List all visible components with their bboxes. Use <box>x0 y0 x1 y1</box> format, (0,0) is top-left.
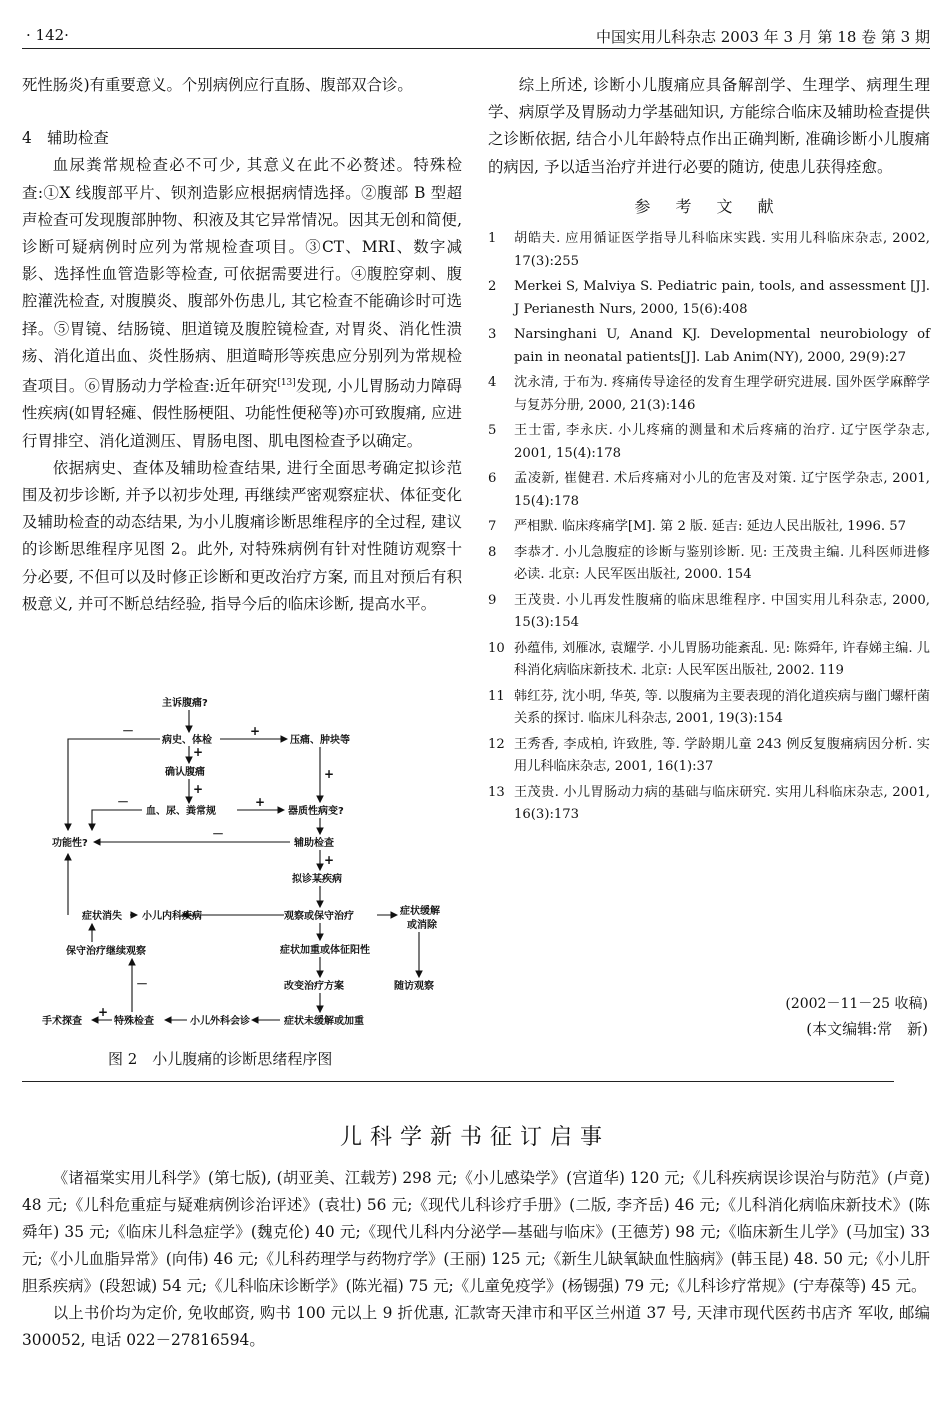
reference-item <box>488 420 930 465</box>
reference-item <box>488 734 930 779</box>
reference-list <box>488 228 930 827</box>
reference-item <box>488 516 930 539</box>
sign-minus: － <box>136 977 149 991</box>
node-special-exam: 特殊检查 <box>114 1016 154 1027</box>
reference-item <box>488 276 930 321</box>
reference-item <box>488 324 930 369</box>
reference-number: 4 <box>488 375 497 391</box>
references-title: 参 考 文 献 <box>634 196 784 216</box>
paragraph-diagnosis: 依据病史、查体及辅助检查结果, 进行全面思考确定拟诊范围及初步诊断, 并予以初步处理, 再继续严密观察症状、体征变化及辅助检查的动态结果, 为小儿腹痛诊断思维程序的全过程, 建议的诊断思维程序见图 2。此外, 对特殊病例有针对性随访观察十分必要, 不但可以及时修正诊断和更改治疗方案, 而且对预后有积极意义, 并可不断总结经验, 指导今后的临床诊断, 提高水平。 <box>22 458 462 613</box>
sign-plus: + <box>324 767 335 781</box>
node-surgery-consult: 小儿外科会诊 <box>190 1016 250 1027</box>
node-change-treatment: 改变治疗方案 <box>284 981 344 992</box>
reference-item <box>488 686 930 731</box>
node-chief-complaint: 主诉腹痛? <box>162 698 208 709</box>
reference-number: 10 <box>488 640 505 656</box>
sign-minus: － <box>212 827 225 841</box>
node-internal-disease: 小儿内科疾病 <box>142 911 202 922</box>
flowchart-svg <box>22 692 472 1032</box>
reference-text: 孙蕴伟, 刘雁冰, 袁耀学. 小儿胃肠功能紊乱. 见: 陈舜年, 许春娣主编. 儿科消化病临床新技术. 北京: 人民军医出版社, 2002. 119 <box>514 640 930 679</box>
journal-header: 中国实用儿科杂志 2003 年 3 月 第 18 卷 第 3 期 <box>595 28 930 46</box>
reference-number: 9 <box>488 592 497 608</box>
reference-text: 王茂贵. 小儿再发性腹痛的临床思维程序. 中国实用儿科杂志, 2000, 15(3):154 <box>514 592 930 631</box>
sign-plus: + <box>255 795 266 809</box>
node-observe: 观察或保守治疗 <box>284 911 354 922</box>
reference-text: 韩红芬, 沈小明, 华英, 等. 以腹痛为主要表现的消化道疾病与幽门螺杆菌关系的探讨. 临床儿科杂志, 2001, 19(3):154 <box>514 688 930 727</box>
citation: [13] <box>277 378 296 389</box>
flowchart-figure <box>22 692 472 1052</box>
node-relieved: 症状缓解 <box>400 906 440 917</box>
reference-number: 8 <box>488 544 497 560</box>
node-unrelieved: 症状未缓解或加重 <box>284 1016 364 1027</box>
paragraph-text-tail: 发现, 小儿胃肠动力障碍性疾病(如胃轻瘫、假性肠梗阻、功能性便秘等)亦可致腹痛, 应进行胃排空、消化道测压、胃肠电图、肌电图检查予以确定。 <box>22 377 462 450</box>
figure-caption: 图 2 小儿腹痛的诊断思绪程序图 <box>108 1050 333 1068</box>
node-relieved-2: 或消除 <box>407 920 437 931</box>
sign-minus: － <box>122 724 135 738</box>
reference-text: 沈永清, 于布为. 疼痛传导途径的发育生理学研究进展. 国外医学麻醉学与复苏分册, 2000, 21(3):146 <box>514 375 930 413</box>
editor-note: (本文编辑:常 新) <box>806 1020 928 1038</box>
sign-plus: + <box>98 1005 109 1019</box>
book-notice <box>22 1165 930 1354</box>
reference-item <box>488 372 930 417</box>
reference-item <box>488 638 930 683</box>
reference-text: Merkei S, Malviya S. Pediatric pain, tools, and assessment [J]. J Perianesth Nurs, 2000, 15(6):408 <box>514 279 930 317</box>
reference-text: 王秀香, 李成柏, 许致胜, 等. 学龄期儿童 243 例反复腹痛病因分析. 实用儿科临床杂志, 2001, 16(1):37 <box>514 736 930 775</box>
reference-number: 1 <box>488 231 497 247</box>
reference-item <box>488 542 930 587</box>
node-explore: 手术探查 <box>42 1016 82 1027</box>
reference-number: 7 <box>488 519 497 535</box>
node-symptom-vanish: 症状消失 <box>82 911 122 922</box>
notice-ordering-info: 以上书价均为定价, 免收邮资, 购书 100 元以上 9 折优惠, 汇款寄天津市和平区兰州道 37 号, 天津市现代医药书店齐 军收, 邮编 300052, 电话 022－27816594。 <box>22 1304 930 1349</box>
left-column <box>22 72 462 618</box>
reference-text: 王士雷, 李永庆. 小儿疼痛的测量和术后疼痛的治疗. 辽宁医学杂志, 2001, 15(4):178 <box>514 423 930 461</box>
section-heading-4: 4 辅助检查 <box>22 129 109 148</box>
reference-number: 3 <box>488 327 497 343</box>
paragraph-aux-exam <box>22 152 462 454</box>
reference-number: 11 <box>488 688 505 704</box>
reference-number: 12 <box>488 736 505 752</box>
reference-item <box>488 228 930 273</box>
reference-number: 13 <box>488 784 505 800</box>
node-organic-lesion: 器质性病变? <box>288 806 344 817</box>
node-functional: 功能性? <box>52 838 88 849</box>
reference-item <box>488 468 930 513</box>
received-date: (2002－11－25 收稿) <box>785 996 928 1012</box>
right-column <box>488 72 930 830</box>
reference-text: 胡皓夫. 应用循证医学指导儿科临床实践. 实用儿科临床杂志, 2002, 17(3):255 <box>514 231 930 269</box>
sign-minus: － <box>117 795 130 809</box>
paragraph-summary: 综上所述, 诊断小儿腹痛应具备解剖学、生理学、病理生理学、病原学及胃肠动力学基础知识, 方能综合临床及辅助检查提供之诊断依据, 结合小儿年龄特点作出正确判断, 准确诊断小儿腹痛的病因, 予以适当治疗并进行必要的随访, 使患儿获得痊愈。 <box>488 76 930 176</box>
header-rule <box>22 48 930 49</box>
reference-number: 2 <box>488 279 497 295</box>
node-aux-exam: 辅助检查 <box>294 838 334 849</box>
reference-text: 王茂贵. 小儿胃肠动力病的基础与临床研究. 实用儿科临床杂志, 2001, 16(3):173 <box>514 784 930 823</box>
node-tenderness: 压痛、肿块等 <box>290 735 350 746</box>
paragraph-text: 血尿粪常规检查必不可少, 其意义在此不必赘述。特殊检查:①X 线腹部平片、钡剂造影应根据病情选择。②腹部 B 型超声检查可发现腹部肿物、积液及其它异常情况。因其无创和简便, 诊断可疑病例时应列为常规检查项目。③CT、MRI、数字减影、选择性血管造影等检查, 可依据需要进行。④腹腔穿刺、腹腔灌洗检查, 对腹膜炎、腹部外伤患儿, 其它检查不能确诊时可选择。⑤胃镜、结肠镜、胆道镜及腹腔镜检查, 对胃炎、消化性溃疡、消化道出血、炎性肠病、胆道畸形等疾患应分别列为常规检查项目。⑥胃肠动力学检查:近年研究 <box>22 156 462 396</box>
sign-plus: + <box>324 853 335 867</box>
notice-book-list: 《诸福棠实用儿科学》(第七版), (胡亚美、江载芳) 298 元;《小儿感染学》(宫道华) 120 元;《儿科疾病误诊误治与防范》(卢竟) 48 元;《儿科危重症与疑难病例诊治评述》(袁壮) 56 元;《现代儿科诊疗手册》(二版, 李齐岳) 46 元;《儿科消化病临床新技术》(陈舜年) 35 元;《临床儿科急症学》(魏克伦) 40 元;《现代儿科内分泌学—基础与临床》(王德芳) 98 元;《临床新生儿学》(马加宝) 33 元;《小儿血脂异常》(向伟) 46 元;《儿科药理学与药物疗学》(王丽) 125 元;《新生儿缺氧缺血性脑病》(韩玉昆) 48. 50 元;《小儿肝胆系疾病》(段恕诚) 54 元;《儿科临床诊断学》(陈光福) 75 元;《儿童免疫学》(杨锡强) 79 元;《儿科诊疗常规》(宁寿葆等) 45 元。 <box>22 1169 930 1295</box>
node-routine-tests: 血、尿、粪常规 <box>146 806 216 817</box>
reference-number: 5 <box>488 423 497 439</box>
reference-text: 孟凌新, 崔健君. 术后疼痛对小儿的危害及对策. 辽宁医学杂志, 2001, 15(4):178 <box>514 471 930 509</box>
node-worse: 症状加重或体征阳性 <box>280 945 370 956</box>
reference-text: Narsinghani U, Anand KJ. Developmental neurobiology of pain in neonatal patients[J]. Lab Anim(NY), 2000, 29(9):27 <box>514 327 930 365</box>
reference-item <box>488 782 930 827</box>
node-followup: 随访观察 <box>394 981 434 992</box>
node-suspect-disease: 拟诊某疾病 <box>292 874 342 885</box>
sign-plus: + <box>193 745 204 759</box>
sign-plus: + <box>193 782 204 796</box>
notice-title: 儿科学新书征订启事 <box>339 1125 610 1150</box>
page-number: · 142· <box>26 26 69 44</box>
node-history-exam: 病史、体检 <box>162 735 212 746</box>
section-divider <box>22 1081 894 1082</box>
sign-plus: + <box>250 724 261 738</box>
reference-text: 李恭才. 小儿急腹症的诊断与鉴别诊断. 见: 王茂贵主编. 儿科医师进修必读. 北京: 人民军医出版社, 2000. 154 <box>514 544 930 583</box>
reference-text: 严相默. 临床疼痛学[M]. 第 2 版. 延吉: 延边人民出版社, 1996. 57 <box>514 519 907 535</box>
reference-number: 6 <box>488 471 497 487</box>
node-conservative: 保守治疗继续观察 <box>66 946 146 957</box>
reference-item <box>488 590 930 635</box>
node-confirm-pain: 确认腹痛 <box>165 767 205 778</box>
paragraph-continued: 死性肠炎)有重要意义。个别病例应行直肠、腹部双合诊。 <box>22 76 413 94</box>
